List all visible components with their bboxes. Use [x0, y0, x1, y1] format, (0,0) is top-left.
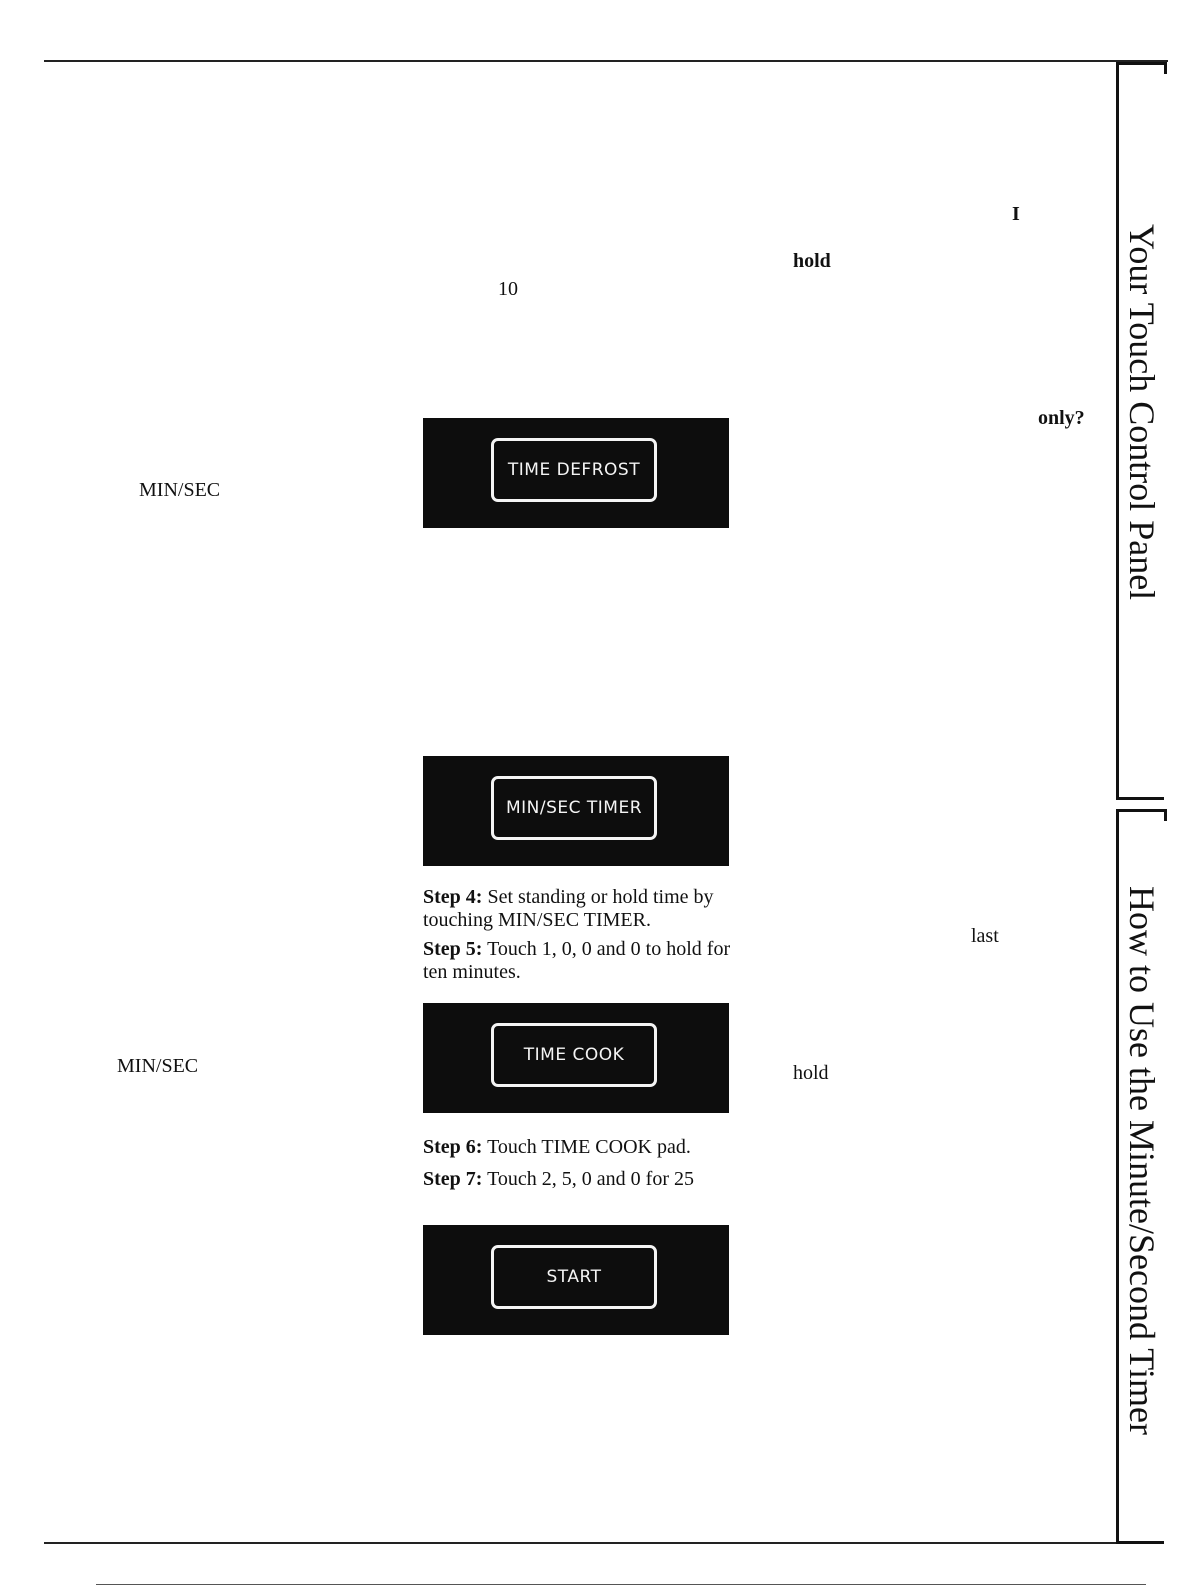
time-defrost-panel: [423, 418, 729, 528]
step-6: Step 6: Touch TIME COOK pad.: [423, 1136, 691, 1158]
step-5: Step 5: Touch 1, 0, 0 and 0 to hold for ten minutes.: [423, 938, 731, 983]
word-minsec-1: MIN/SEC: [139, 479, 221, 501]
time-defrost-pad[interactable]: TIME DEFROST: [491, 438, 657, 502]
time-cook-pad[interactable]: TIME COOK: [491, 1023, 657, 1087]
step-4: Step 4: Set standing or hold time by touching MIN/SEC TIMER.: [423, 886, 714, 931]
step-7: Step 7: Touch 2, 5, 0 and 0 for 25: [423, 1168, 694, 1190]
word-minsec-2: MIN/SEC: [117, 1055, 199, 1077]
section-tab-touch-control-panel[interactable]: Your Touch Control Panel: [1122, 224, 1162, 601]
footer-rule: [96, 1584, 1146, 1585]
steps-6-7: [423, 1136, 743, 1197]
bottom-rule: [44, 1542, 1164, 1544]
word-last: last: [971, 925, 999, 947]
start-panel: [423, 1225, 729, 1335]
min-sec-timer-panel: [423, 756, 729, 866]
word-i: I: [1012, 203, 1020, 225]
word-ten: 10: [498, 278, 518, 300]
time-cook-panel: [423, 1003, 729, 1113]
top-rule: [44, 60, 1168, 62]
word-hold-plain: hold: [793, 1062, 829, 1084]
word-hold-bold: hold: [793, 250, 831, 272]
start-pad[interactable]: START: [491, 1245, 657, 1309]
section-tab-minute-second-timer[interactable]: How to Use the Minute/Second Timer: [1122, 886, 1162, 1435]
steps-4-5: [423, 886, 743, 990]
word-only: only?: [1038, 407, 1085, 429]
min-sec-timer-pad[interactable]: MIN/SEC TIMER: [491, 776, 657, 840]
